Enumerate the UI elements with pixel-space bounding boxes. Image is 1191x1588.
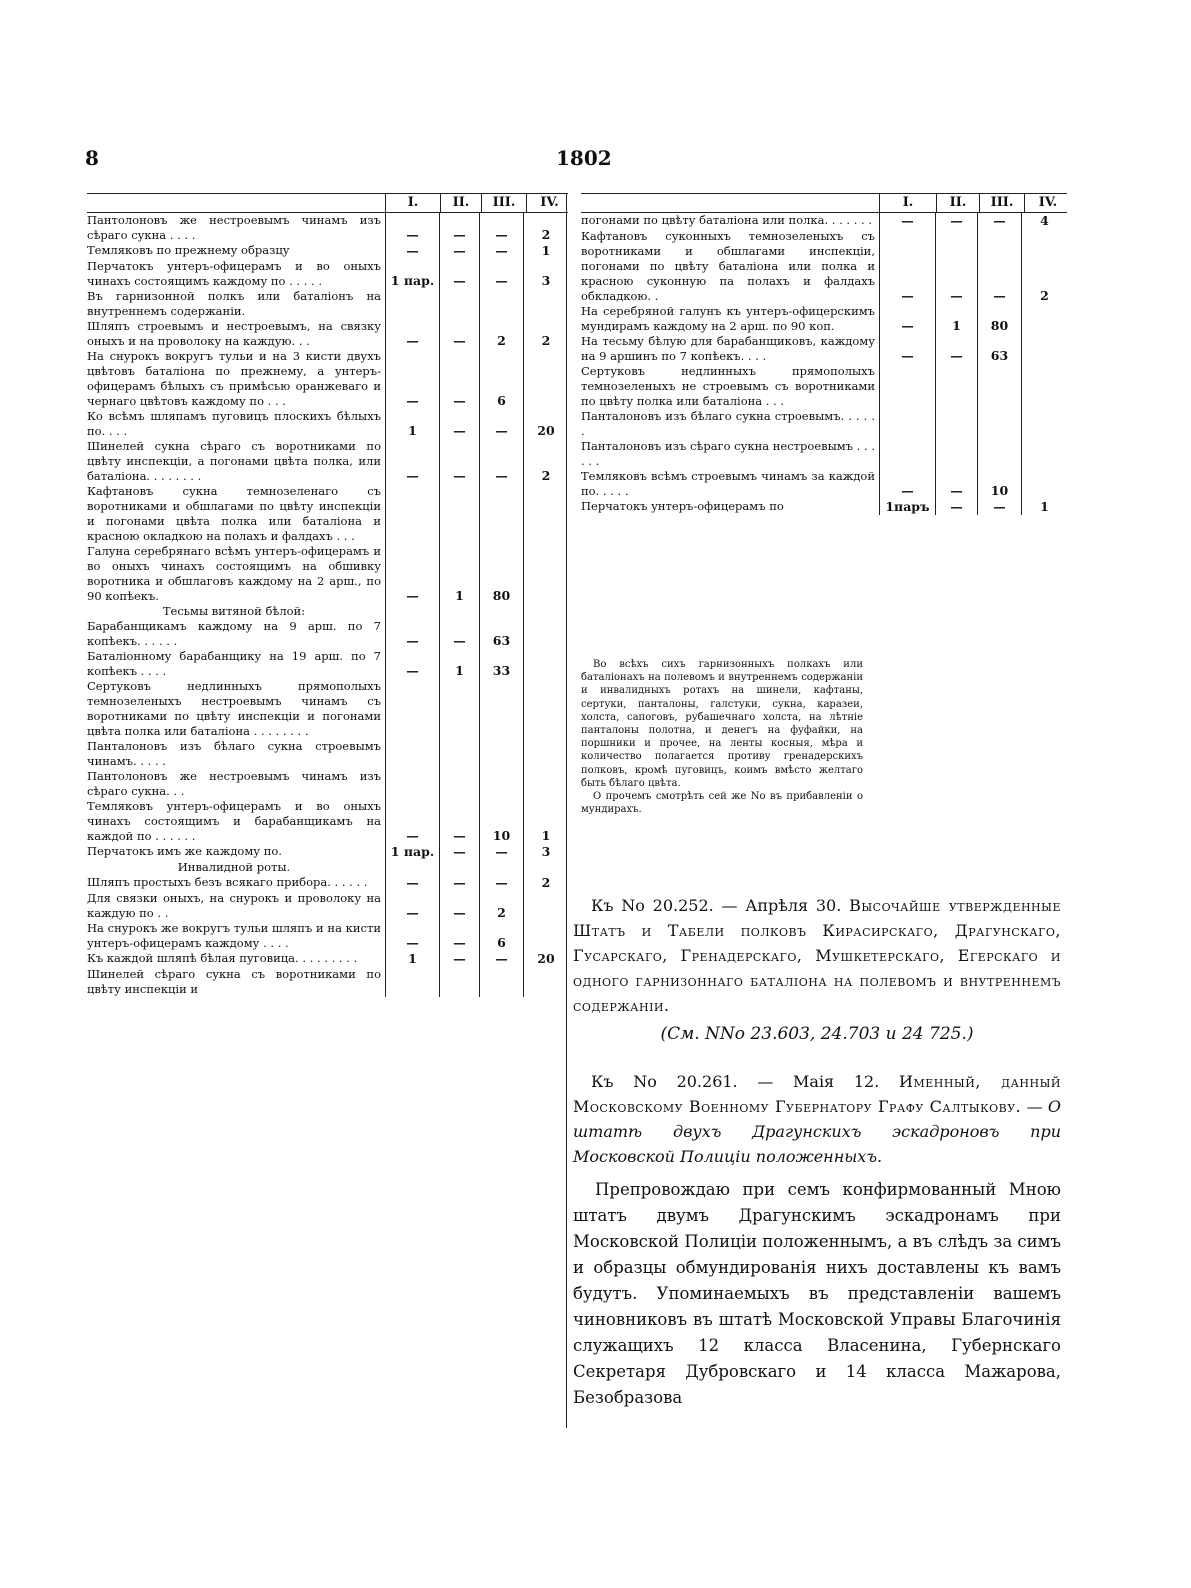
cell-col-2: — bbox=[439, 891, 479, 921]
cell-col-3: — bbox=[479, 439, 523, 484]
table-row bbox=[87, 213, 568, 243]
row-description: погонами по цвѣту баталіона или полка. . . . . . . bbox=[581, 213, 872, 227]
table-row bbox=[87, 319, 568, 349]
decree-subject: — О штатѣ двухъ Драгунскихъ эскадроновъ при Московской Полиціи положенныхъ. bbox=[573, 1097, 1062, 1166]
cell-col-2: — bbox=[439, 409, 479, 439]
col-header-1: I. bbox=[879, 194, 936, 212]
table-row bbox=[87, 891, 568, 921]
cell-col-3 bbox=[977, 364, 1021, 409]
row-description: Барабанщикамъ каждому на 9 арш. по 7 копѣекъ. . . . . . bbox=[87, 619, 381, 648]
cell-col-2 bbox=[439, 604, 479, 619]
cell-col-1: — bbox=[879, 469, 935, 499]
cell-col-2 bbox=[439, 739, 479, 769]
cell-col-2 bbox=[439, 484, 479, 544]
cell-col-3: — bbox=[977, 499, 1021, 515]
row-description: На снурокъ же вокругъ тульи шляпъ и на кисти унтеръ-офицерамъ каждому . . . . bbox=[87, 921, 381, 950]
left-table-header bbox=[87, 193, 568, 213]
table-row bbox=[87, 409, 568, 439]
cell-col-2: — bbox=[935, 334, 977, 364]
col-header-3: III. bbox=[979, 194, 1024, 212]
cell-col-3: 2 bbox=[479, 891, 523, 921]
cell-col-2 bbox=[935, 364, 977, 409]
cell-col-3 bbox=[479, 739, 523, 769]
cell-col-1: — bbox=[385, 439, 439, 484]
cell-col-3 bbox=[479, 289, 523, 319]
cell-col-2: — bbox=[439, 799, 479, 844]
table-row bbox=[87, 619, 568, 649]
cell-col-4: 2 bbox=[523, 875, 568, 891]
cell-col-4 bbox=[1021, 334, 1067, 364]
row-description: Тесьмы витяной бѣлой: bbox=[162, 604, 306, 618]
row-description: Пантолоновъ же нестроевымъ чинамъ изъ сѣраго сукна. . . bbox=[87, 769, 381, 798]
cell-col-1: — bbox=[879, 213, 935, 229]
table-row bbox=[87, 439, 568, 484]
cell-col-2: — bbox=[439, 921, 479, 951]
cell-col-1: — bbox=[879, 334, 935, 364]
cell-col-3: 33 bbox=[479, 649, 523, 679]
cell-col-4: 20 bbox=[523, 951, 568, 967]
decree-ref: Къ No 20.261. — Маія 12. bbox=[591, 1072, 880, 1091]
cell-col-2: — bbox=[439, 243, 479, 259]
header-desc bbox=[581, 194, 879, 212]
cell-col-4 bbox=[523, 349, 568, 409]
cell-col-3 bbox=[977, 439, 1021, 469]
right-table-header bbox=[581, 193, 1067, 213]
cell-col-1 bbox=[385, 860, 439, 875]
cell-col-4: 2 bbox=[1021, 229, 1067, 304]
cell-col-2 bbox=[439, 769, 479, 799]
footnote-2: О прочемъ смотрѣть сей же No въ прибавленіи о мундирахъ. bbox=[581, 791, 863, 816]
cell-col-1: — bbox=[879, 229, 935, 304]
row-description: На снурокъ вокругъ тульи и на 3 кисти двухъ цвѣтовъ баталіона по прежнему, а унтеръ-офицерамъ бѣлыхъ съ примѣсью оранжеваго и чернаго цвѣтовъ каждому по . . . bbox=[87, 349, 381, 408]
cell-col-1: — bbox=[879, 304, 935, 334]
table-row bbox=[581, 334, 1067, 364]
cell-col-1: — bbox=[385, 243, 439, 259]
cell-col-1 bbox=[385, 679, 439, 739]
cell-col-1: 1паръ bbox=[879, 499, 935, 515]
table-row bbox=[87, 259, 568, 289]
cell-col-1: — bbox=[385, 891, 439, 921]
cell-col-3 bbox=[479, 769, 523, 799]
row-description: Сертуковъ недлинныхъ прямополыхъ темнозеленыхъ не строевымъ съ воротниками по цвѣту полка или баталіона . . . bbox=[581, 364, 875, 408]
cell-col-4 bbox=[1021, 439, 1067, 469]
cell-col-3: — bbox=[479, 951, 523, 967]
cell-col-3: — bbox=[977, 229, 1021, 304]
cell-col-3 bbox=[479, 860, 523, 875]
decree-20261 bbox=[573, 1069, 1061, 1411]
cell-col-3: — bbox=[479, 844, 523, 860]
row-description: Перчатокъ унтеръ-офицерамъ по bbox=[581, 499, 784, 513]
row-description: Къ каждой шляпѣ бѣлая пуговица. . . . . . . . . bbox=[87, 951, 358, 965]
row-description: Шляпъ строевымъ и нестроевымъ, на связку оныхъ и на проволоку на каждую. . . bbox=[87, 319, 381, 348]
table-row bbox=[87, 875, 568, 891]
cell-col-4 bbox=[523, 484, 568, 544]
cell-col-4 bbox=[1021, 409, 1067, 439]
cell-col-4 bbox=[523, 619, 568, 649]
cell-col-4 bbox=[1021, 304, 1067, 334]
row-description: Шинелей сѣраго сукна съ воротниками по цвѣту инспекціи и bbox=[87, 967, 381, 996]
cell-col-1: 1 bbox=[385, 951, 439, 967]
row-description: Въ гарнизонной полкъ или баталіонъ на внутреннемъ содержаніи. bbox=[87, 289, 381, 318]
cell-col-4 bbox=[523, 921, 568, 951]
cell-col-4 bbox=[523, 769, 568, 799]
cell-col-4: 2 bbox=[523, 439, 568, 484]
cell-col-1 bbox=[385, 967, 439, 997]
right-table bbox=[581, 193, 1067, 515]
col-header-2: II. bbox=[440, 194, 481, 212]
col-header-2: II. bbox=[936, 194, 979, 212]
cell-col-2: — bbox=[439, 619, 479, 649]
cell-col-3 bbox=[479, 967, 523, 997]
row-description: Панталоновъ изъ сѣраго сукна нестроевымъ . . . . . . bbox=[581, 439, 875, 468]
cell-col-3: 63 bbox=[977, 334, 1021, 364]
row-description: Баталіонному барабанщику на 19 арш. по 7 копѣекъ . . . . bbox=[87, 649, 381, 678]
row-description: Ко всѣмъ шляпамъ пуговицъ плоскихъ бѣлыхъ по. . . . bbox=[87, 409, 381, 438]
cell-col-1 bbox=[879, 439, 935, 469]
decree-see-also: (См. NNo 23.603, 24.703 и 24 725.) bbox=[660, 1024, 974, 1044]
cell-col-2: — bbox=[439, 259, 479, 289]
cell-col-2: — bbox=[935, 469, 977, 499]
cell-col-2: 1 bbox=[439, 544, 479, 604]
page-number: 8 bbox=[85, 146, 99, 170]
right-table-body bbox=[581, 213, 1067, 515]
decree-20252 bbox=[573, 893, 1061, 1047]
cell-col-4 bbox=[523, 544, 568, 604]
row-description: Кафтановъ сукна темнозеленаго съ воротниками и обшлагами по цвѣту инспекціи и погонами цвѣта полка или баталіона и красною окладкою на полахъ и фалдахъ . . . bbox=[87, 484, 381, 543]
table-row bbox=[581, 364, 1067, 409]
cell-col-4: 3 bbox=[523, 259, 568, 289]
cell-col-2: — bbox=[935, 213, 977, 229]
col-header-4: IV. bbox=[1024, 194, 1071, 212]
col-header-1: I. bbox=[385, 194, 440, 212]
table-row bbox=[87, 739, 568, 769]
cell-col-2: — bbox=[439, 875, 479, 891]
decree-title: Высочайше утвержденные Штатъ и Табели полковъ Кирасирскаго, Драгунскаго, Гусарскаго, Гренадерскаго, Мушкетерскаго, Егерскаго и одного гарнизоннаго баталіона на полевомъ и внутреннемъ содержаніи. bbox=[573, 896, 1062, 1015]
cell-col-1: — bbox=[385, 213, 439, 243]
table-row bbox=[87, 544, 568, 604]
cell-col-4 bbox=[1021, 364, 1067, 409]
row-description: Панталоновъ изъ бѣлаго сукна строевымъ. . . . . . bbox=[581, 409, 875, 438]
cell-col-3: — bbox=[479, 213, 523, 243]
col-header-3: III. bbox=[481, 194, 526, 212]
decree-title: Именный, данный Московскому Военному Губернатору Графу Салтыкову. bbox=[573, 1072, 1061, 1116]
table-row bbox=[581, 439, 1067, 469]
decree-body: Препровождаю при семъ конфирмованный Мною штатъ двумъ Драгунскимъ эскадронамъ при Московской Полиціи положеннымъ, а въ слѣдъ за симъ и образцы обмундированія нихъ доставлены къ вамъ будутъ. Упоминаемыхъ въ представленіи вашемъ чиновниковъ въ штатѣ Московской Управы Благочинія служащихъ 12 класса Власенина, Губернскаго Секретаря Дубровскаго и 14 класса Мажарова, Безобразова bbox=[573, 1180, 1061, 1407]
table-row bbox=[87, 604, 568, 619]
row-description: Кафтановъ суконныхъ темнозеленыхъ съ воротниками и обшлагами инспекціи, погонами по цвѣту баталіона или полка и красною суконную па полахъ и фалдахъ обкладкою. . bbox=[581, 229, 875, 303]
table-row bbox=[581, 469, 1067, 499]
cell-col-4 bbox=[523, 289, 568, 319]
cell-col-2 bbox=[439, 289, 479, 319]
left-table-body bbox=[87, 213, 568, 997]
table-row bbox=[87, 860, 568, 875]
cell-col-2 bbox=[439, 860, 479, 875]
cell-col-1 bbox=[879, 364, 935, 409]
table-row bbox=[87, 484, 568, 544]
cell-col-3: — bbox=[479, 875, 523, 891]
row-description: Перчатокъ имъ же каждому по. bbox=[87, 844, 282, 858]
table-row bbox=[87, 951, 568, 967]
row-description: Пантолоновъ же нестроевымъ чинамъ изъ сѣраго сукна . . . . bbox=[87, 213, 381, 242]
footnotes bbox=[581, 658, 863, 816]
header-desc bbox=[87, 194, 385, 212]
cell-col-4 bbox=[523, 891, 568, 921]
cell-col-3: — bbox=[479, 259, 523, 289]
cell-col-2 bbox=[439, 679, 479, 739]
table-row bbox=[87, 243, 568, 259]
cell-col-2: — bbox=[439, 349, 479, 409]
row-description: Галуна серебрянаго всѣмъ унтеръ-офицерамъ и во оныхъ чинахъ состоящимъ на обшивку воротника и обшлаговъ каждому на 2 арш., по 90 копѣекъ. bbox=[87, 544, 381, 603]
cell-col-2 bbox=[935, 409, 977, 439]
cell-col-3 bbox=[479, 679, 523, 739]
cell-col-2 bbox=[935, 439, 977, 469]
cell-col-3: 10 bbox=[479, 799, 523, 844]
cell-col-4: 4 bbox=[1021, 213, 1067, 229]
cell-col-1: — bbox=[385, 875, 439, 891]
table-row bbox=[87, 289, 568, 319]
row-description: На серебряной галунъ къ унтеръ-офицерскимъ мундирамъ каждому на 2 арш. по 90 коп. bbox=[581, 304, 875, 333]
cell-col-4: 1 bbox=[523, 799, 568, 844]
cell-col-3: 80 bbox=[479, 544, 523, 604]
cell-col-3 bbox=[479, 484, 523, 544]
table-row bbox=[581, 409, 1067, 439]
cell-col-1 bbox=[879, 409, 935, 439]
cell-col-1 bbox=[385, 604, 439, 619]
row-description: Шинелей сукна сѣраго съ воротниками по цвѣту инспекціи, а погонами цвѣта полка, или баталіона. . . . . . . . bbox=[87, 439, 381, 483]
cell-col-3: 2 bbox=[479, 319, 523, 349]
cell-col-4: 1 bbox=[523, 243, 568, 259]
cell-col-1: — bbox=[385, 799, 439, 844]
cell-col-3: 10 bbox=[977, 469, 1021, 499]
table-row bbox=[87, 649, 568, 679]
cell-col-3 bbox=[977, 409, 1021, 439]
cell-col-1: 1 пар. bbox=[385, 844, 439, 860]
cell-col-2: — bbox=[439, 319, 479, 349]
cell-col-3: — bbox=[977, 213, 1021, 229]
cell-col-4: 20 bbox=[523, 409, 568, 439]
footnote-1: Во всѣхъ сихъ гарнизонныхъ полкахъ или баталіонахъ на полевомъ и внутреннемъ содержаніи и инвалидныхъ ротахъ на шинели, кафтаны, сертуки, панталоны, галстуки, сукна, каразеи, холста, сапоговъ, рубашечнаго холста, на лѣтніе панталоны полотна, и денегъ на фуфайки, на поршники и прочее, на ленты косныя, мѣра и количество полагается противу гренадерскихъ полковъ, кромѣ пуговицъ, коимъ вмѣсто желтаго быть бѣлаго цвѣта. bbox=[581, 659, 863, 789]
table-row bbox=[87, 967, 568, 997]
cell-col-2: — bbox=[935, 229, 977, 304]
cell-col-2: 1 bbox=[935, 304, 977, 334]
cell-col-2: 1 bbox=[439, 649, 479, 679]
table-row bbox=[87, 769, 568, 799]
table-row bbox=[581, 499, 1067, 515]
cell-col-1: — bbox=[385, 349, 439, 409]
cell-col-4 bbox=[523, 649, 568, 679]
cell-col-1: — bbox=[385, 544, 439, 604]
cell-col-4 bbox=[523, 967, 568, 997]
row-description: Темляковъ всѣмъ строевымъ чинамъ за каждой по. . . . . bbox=[581, 469, 875, 498]
row-description: Шляпъ простыхъ безъ всякаго прибора. . . . . . bbox=[87, 875, 368, 889]
table-row bbox=[87, 679, 568, 739]
cell-col-1: — bbox=[385, 319, 439, 349]
cell-col-4: 1 bbox=[1021, 499, 1067, 515]
cell-col-2: — bbox=[439, 439, 479, 484]
cell-col-1 bbox=[385, 739, 439, 769]
table-row bbox=[87, 921, 568, 951]
cell-col-1 bbox=[385, 769, 439, 799]
cell-col-4 bbox=[523, 604, 568, 619]
col-header-4: IV. bbox=[526, 194, 572, 212]
cell-col-1 bbox=[385, 484, 439, 544]
row-description: Сертуковъ недлинныхъ прямополыхъ темнозеленыхъ нестроевымъ чинамъ съ воротниками по цвѣту инспекціи и погонами цвѣта полка или баталіона . . . . . . . . bbox=[87, 679, 381, 738]
table-row bbox=[581, 213, 1067, 229]
cell-col-3: 63 bbox=[479, 619, 523, 649]
cell-col-3: 80 bbox=[977, 304, 1021, 334]
cell-col-4 bbox=[523, 860, 568, 875]
row-description: На тесьму бѣлую для барабанщиковъ, каждому на 9 аршинъ по 7 копѣекъ. . . . bbox=[581, 334, 875, 363]
table-row bbox=[581, 229, 1067, 304]
cell-col-3: 6 bbox=[479, 921, 523, 951]
row-description: Темляковъ по прежнему образцу bbox=[87, 243, 290, 257]
left-table bbox=[87, 193, 568, 997]
cell-col-1: — bbox=[385, 649, 439, 679]
cell-col-2: — bbox=[935, 499, 977, 515]
table-row bbox=[87, 349, 568, 409]
cell-col-4: 2 bbox=[523, 213, 568, 243]
cell-col-3: 6 bbox=[479, 349, 523, 409]
cell-col-3: — bbox=[479, 243, 523, 259]
table-row bbox=[581, 304, 1067, 334]
row-description: Инвалидной роты. bbox=[177, 860, 291, 874]
page-year: 1802 bbox=[556, 146, 612, 170]
cell-col-4 bbox=[523, 679, 568, 739]
table-row bbox=[87, 844, 568, 860]
table-row bbox=[87, 799, 568, 844]
cell-col-2: — bbox=[439, 213, 479, 243]
cell-col-4: 3 bbox=[523, 844, 568, 860]
row-description: Темляковъ унтеръ-офицерамъ и во оныхъ чинахъ состоящимъ и барабанщикамъ на каждой по . . . . . . bbox=[87, 799, 381, 843]
row-description: Для связки оныхъ, на снурокъ и проволоку на каждую по . . bbox=[87, 891, 381, 920]
cell-col-4 bbox=[523, 739, 568, 769]
cell-col-4 bbox=[1021, 469, 1067, 499]
cell-col-1: 1 bbox=[385, 409, 439, 439]
cell-col-2 bbox=[439, 967, 479, 997]
row-description: Панталоновъ изъ бѣлаго сукна строевымъ чинамъ. . . . . bbox=[87, 739, 381, 768]
cell-col-1: 1 пар. bbox=[385, 259, 439, 289]
cell-col-3: — bbox=[479, 409, 523, 439]
row-description: Перчатокъ унтеръ-офицерамъ и во оныхъ чинахъ состоящимъ каждому по . . . . . bbox=[87, 259, 381, 288]
cell-col-3 bbox=[479, 604, 523, 619]
cell-col-4: 2 bbox=[523, 319, 568, 349]
cell-col-2: — bbox=[439, 844, 479, 860]
decree-ref: Къ No 20.252. — Апрѣля 30. bbox=[591, 896, 842, 915]
cell-col-1: — bbox=[385, 619, 439, 649]
cell-col-1 bbox=[385, 289, 439, 319]
cell-col-2: — bbox=[439, 951, 479, 967]
cell-col-1: — bbox=[385, 921, 439, 951]
